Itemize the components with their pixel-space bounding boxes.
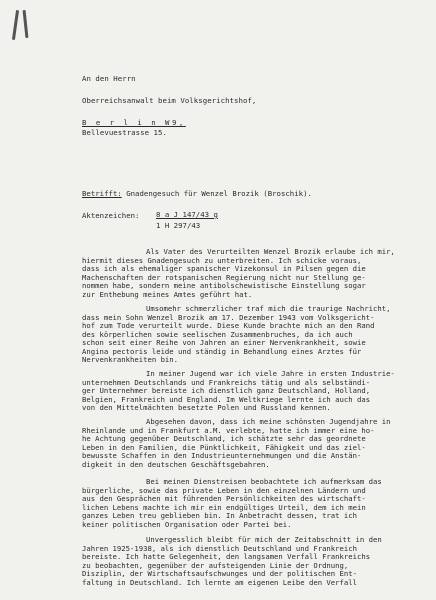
reference-label: Aktenzeichen: xyxy=(82,211,140,220)
paragraph-line: Angina pectoris leide und ständig in Behandlung eines Arztes für xyxy=(82,346,362,356)
paragraph-line: des körperlichen sowie seelischen Zusammenbruches, da ich auch xyxy=(82,329,353,339)
margin-mark xyxy=(12,10,19,40)
margin-mark xyxy=(23,10,29,38)
address-street: Bellevuestrasse 15. xyxy=(82,128,167,137)
paragraph xyxy=(82,305,407,365)
paragraph-line: ganzes Leben treu geblieben bin. In Anbetracht dessen, trat ich xyxy=(82,511,357,521)
paragraph-line: Belgien, Frankreich und England. Im Weltkriege lernte ich auch das xyxy=(82,394,371,404)
paragraph-line: zu beobachten, gegenüber der aufsteigenden Linie der Ordnung, xyxy=(82,560,349,570)
address-city: B e r l i n W9, xyxy=(82,118,186,127)
paragraph xyxy=(82,418,407,469)
paragraph-line: bewusste Schaffen in den Industrieunternehmungen und die Anstän- xyxy=(82,451,362,461)
paragraph-line: von den Mittelmächten besetzte Polen und Russland kennen. xyxy=(82,403,331,413)
paragraph xyxy=(82,248,407,299)
paragraph-line: zur Enthebung meines Amtes geführt hat. xyxy=(82,289,253,299)
subject-text: Gnadengesuch für Wenzel Brozik (Broschik). xyxy=(126,189,312,198)
address-line-2: Oberreichsanwalt beim Volksgerichtshof, xyxy=(82,96,257,105)
paragraph-line: Unvergesslich bleibt für mich der Zeitabschnitt in den xyxy=(146,535,382,544)
subject-label xyxy=(82,189,312,198)
paragraph-line: ger Unternehmer bereiste ich dienstlich ganz Deutschland, Holland, xyxy=(82,386,371,396)
paragraph-line: lichen Lebens machte ich mir ein endgültiges Urteil, dem ich mein xyxy=(82,502,366,512)
paragraph xyxy=(82,536,407,587)
paragraph-line: Nervenkrankheiten bin. xyxy=(82,355,179,365)
address-line-1: An den Herrn xyxy=(82,74,136,83)
paragraph-line: he Achtung gegenüber Deutschland, ich schätzte sehr das geordnete xyxy=(82,434,366,444)
reference-number-2: 1 H 297/43 xyxy=(156,221,201,230)
paragraph-line: aus den Gesprächen mit führenden Persönlichkeiten des wirtschaft- xyxy=(82,494,366,504)
paragraph-line: Disziplin, der Wirtschaftsaufschwunges und der politischen Ent- xyxy=(82,569,357,579)
paragraph-line: Jahren 1925-1938, als ich dienstlich Deutschland und Frankreich xyxy=(82,543,357,553)
paragraph-line: hiermit dieses Gnadengesuch zu unterbreiten. Ich schicke voraus, xyxy=(82,255,362,265)
paragraph-line: Als Vater des Verurteilten Wenzel Brozik erlaube ich mir, xyxy=(146,247,395,256)
paragraph xyxy=(82,370,407,413)
paragraph-line: dass mein Sohn Wenzel Brozik am 17. Dezember 1943 vom Volksgericht- xyxy=(82,312,375,322)
paragraph xyxy=(82,478,407,529)
paragraph-line: hof zum Tode verurteilt wurde. Diese Kunde brachte mich an den Rand xyxy=(82,321,375,331)
reference-number-1: 8 a J 147/43 g xyxy=(156,210,218,219)
paragraph-line: In meiner Jugend war ich viele Jahre in ersten Industrie- xyxy=(146,369,395,378)
paragraph-line: Machenschaften der rotspanischen Regierung nicht nur Stellung ge- xyxy=(82,272,366,282)
paragraph-line: Rheinlande und in Frankfurt a.M. verlebte, hatte ich immer eine ho- xyxy=(82,425,375,435)
paragraph-line: dass ich als ehemaliger spanischer Vizekonsul in Pilsen gegen die xyxy=(82,264,366,274)
paragraph-line: Bei meinen Dienstreisen beobachtete ich aufmerksam das xyxy=(146,477,382,486)
paragraph-line: bürgerliche, sowie das private Leben in den einzelnen Ländern und xyxy=(82,485,366,495)
paragraph-line: nommen habe, sondern meine antibolschewistische Einstellung sogar xyxy=(82,281,366,291)
paragraph-line: unternehmen Deutschlands und Frankreichs tätig und als selbständi- xyxy=(82,377,371,387)
paragraph-line: faltung in Deutschland. Ich lernte am eigenen Leibe den Verfall xyxy=(82,577,357,587)
paragraph-line: digkeit in den deutschen Geschäftsgebahren. xyxy=(82,459,270,469)
paragraph-line: Abgesehen davon, dass ich meine schönsten Jugendjahre in xyxy=(146,417,391,426)
paragraph-line: bereiste. Ich hatte Gelegenheit, den langsamen Verfall Frankreichs xyxy=(82,552,371,562)
paragraph-line: Umsomehr schmerzlicher traf mich die traurige Nachricht, xyxy=(146,304,391,313)
paragraph-line: schon seit einer Reihe von Jahren an einer Nervenkrankheit, sowie xyxy=(82,338,366,348)
paragraph-line: Leben in den Familien, die Pünktlichkeit, Fähigkeit und das ziel- xyxy=(82,442,366,452)
subject-label-text: Betrifft: xyxy=(82,189,122,198)
paragraph-line: keiner politischen Organisation oder Partei bei. xyxy=(82,519,292,529)
